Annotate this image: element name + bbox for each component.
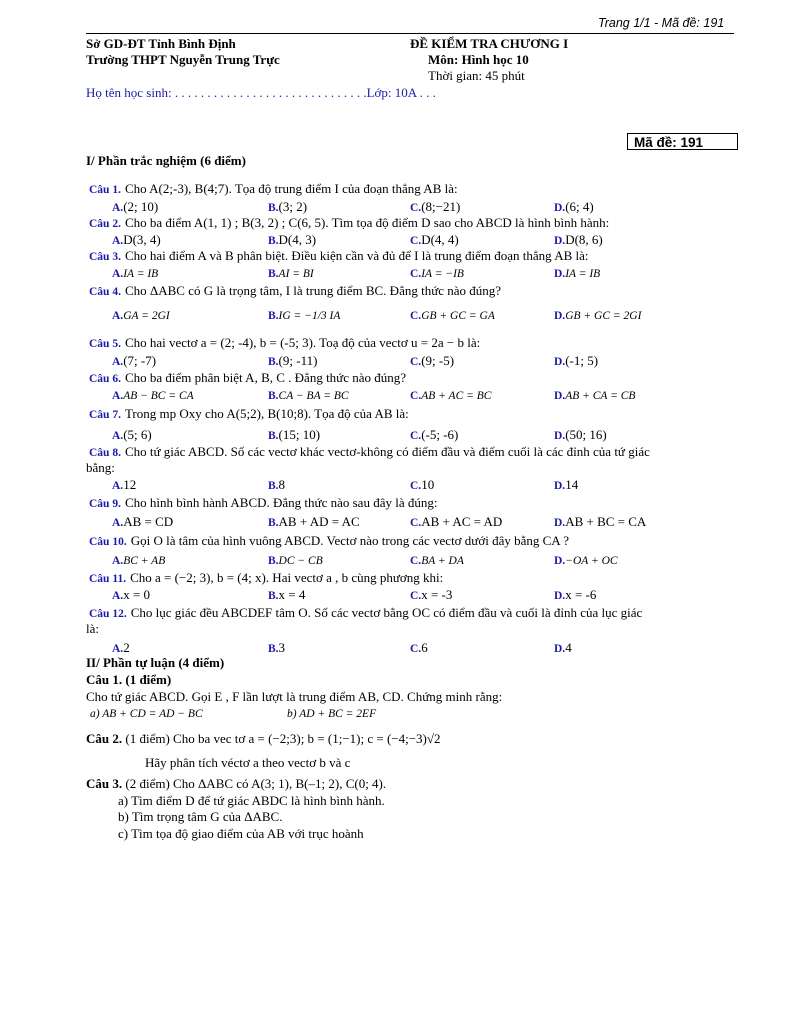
exam-code-box: Mã đề: 191 (627, 133, 738, 150)
question (86, 533, 569, 549)
option-letter: A. (112, 310, 124, 322)
subject: Môn: Hình học 10 (428, 52, 529, 67)
question (86, 335, 480, 351)
option-letter: B. (268, 235, 279, 247)
essay-q2-sub: Hãy phân tích véctơ a theo vectơ b và c (145, 755, 351, 770)
option-text: DC − CB (278, 555, 323, 567)
option-letter: A. (112, 480, 124, 492)
option-text: x = -6 (565, 587, 597, 602)
option-text: (3; 2) (278, 199, 308, 214)
option-a[interactable] (112, 387, 194, 403)
question-text-cont: bằng: (86, 460, 115, 475)
option-text: AB + CA = CB (565, 390, 636, 402)
option-letter: A. (112, 202, 124, 214)
option-a[interactable] (112, 232, 161, 248)
department: Sở GD-ĐT Tỉnh Bình Định (86, 36, 236, 51)
option-letter: C. (410, 480, 422, 492)
option-letter: A. (112, 643, 124, 655)
question-label: Câu 10. (89, 536, 127, 548)
option-c[interactable] (410, 514, 502, 530)
option-c[interactable] (410, 427, 458, 443)
question-text: Cho tứ giác ABCD. Số các vectơ khác vectơ-không có điểm đầu và điểm cuối là các đỉnh của tứ giác (124, 444, 650, 459)
option-text: IG = −1/3 IA (278, 310, 341, 322)
option-letter: A. (112, 390, 124, 402)
question-label: Câu 9. (89, 498, 121, 510)
option-d[interactable] (554, 477, 578, 493)
essay-q3-c: c) Tìm tọa độ giao điểm của AB với trục hoành (118, 826, 364, 841)
question-label: Câu 6. (89, 373, 121, 385)
option-d[interactable] (554, 232, 603, 248)
option-a[interactable] (112, 514, 173, 530)
question-label: Câu 3. (89, 251, 121, 263)
option-text: D(4, 4) (421, 232, 459, 247)
option-letter: C. (410, 555, 422, 567)
option-letter: D. (554, 480, 566, 492)
option-text: 10 (421, 477, 435, 492)
option-text: x = 0 (123, 587, 151, 602)
option-a[interactable] (112, 587, 150, 603)
option-letter: B. (268, 517, 279, 529)
option-letter: D. (554, 235, 566, 247)
question-label: Câu 8. (89, 447, 121, 459)
option-d[interactable] (554, 307, 641, 323)
option-text: (9; -5) (421, 353, 455, 368)
option-b[interactable] (268, 514, 360, 530)
question-label: Câu 1. (89, 184, 121, 196)
option-text: 12 (123, 477, 137, 492)
school: Trường THPT Nguyễn Trung Trực (86, 52, 280, 67)
option-text: 4 (565, 640, 572, 655)
option-c[interactable] (410, 552, 464, 568)
essay-q1-part-a: a) AB + CD = AD − BC (90, 708, 203, 720)
option-text: BA + DA (421, 555, 464, 567)
option-b[interactable] (268, 477, 285, 493)
option-letter: A. (112, 590, 124, 602)
question-text: Cho ba điểm A(1, 1) ; B(3, 2) ; C(6, 5). Tìm tọa độ điểm D sao cho ABCD là hình bình hành: (124, 215, 610, 230)
part2-title: II/ Phần tự luận (4 điểm) (86, 655, 225, 670)
option-text: D(3, 4) (123, 232, 161, 247)
option-letter: B. (268, 480, 279, 492)
question-label: Câu 12. (89, 608, 127, 620)
question-label: Câu 5. (89, 338, 121, 350)
option-a[interactable] (112, 353, 156, 369)
essay-q1-part-b: b) AD + BC = 2EF (287, 708, 377, 720)
essay-q3-text: (2 điểm) Cho ΔABC có A(3; 1), B(–1; 2), C(0; 4). (125, 776, 387, 791)
option-letter: A. (112, 356, 124, 368)
option-a[interactable] (112, 552, 165, 568)
student-line: Họ tên học sinh: . . . . . . . . . . . . . . . . . . . . . . . . . . . . . .Lớp: 10A . . . (86, 85, 436, 100)
option-text: (-1; 5) (565, 353, 599, 368)
option-text: (8;−21) (421, 199, 461, 214)
option-letter: B. (268, 390, 279, 402)
option-letter: D. (554, 430, 566, 442)
essay-q3-b: b) Tìm trọng tâm G của ΔABC. (118, 809, 283, 824)
option-text: (9; -11) (278, 353, 318, 368)
option-letter: C. (410, 268, 422, 280)
option-c[interactable] (410, 199, 460, 215)
option-d[interactable] (554, 353, 598, 369)
option-letter: C. (410, 310, 422, 322)
option-letter: A. (112, 555, 124, 567)
option-b[interactable] (268, 353, 317, 369)
option-a[interactable] (112, 640, 130, 656)
option-letter: D. (554, 268, 566, 280)
question (86, 370, 406, 386)
option-b[interactable] (268, 387, 349, 403)
question (86, 444, 650, 460)
option-a[interactable] (112, 477, 136, 493)
option-c[interactable] (410, 640, 428, 656)
option-text: AB + AC = AD (421, 514, 503, 529)
question (86, 495, 437, 511)
option-b[interactable] (268, 307, 340, 323)
option-text: GB + GC = GA (421, 310, 495, 322)
option-letter: C. (410, 643, 422, 655)
option-text: 3 (278, 640, 286, 655)
option-text: AB + AD = AC (278, 514, 360, 529)
option-letter: C. (410, 235, 422, 247)
option-letter: B. (268, 430, 279, 442)
question (86, 215, 609, 231)
option-letter: D. (554, 390, 566, 402)
option-text: (-5; -6) (421, 427, 459, 442)
question-text: Cho hai điểm A và B phân biệt. Điều kiện cần và đủ để I là trung điểm đoạn thẳng AB là: (124, 248, 589, 263)
option-c[interactable] (410, 587, 452, 603)
part1-title: I/ Phần trắc nghiệm (6 điểm) (86, 153, 246, 168)
option-letter: A. (112, 268, 124, 280)
option-d[interactable] (554, 265, 600, 281)
option-d[interactable] (554, 199, 594, 215)
option-letter: A. (112, 430, 124, 442)
option-d[interactable] (554, 387, 635, 403)
option-text: 2 (123, 640, 130, 655)
option-text: GB + GC = 2GI (565, 310, 642, 322)
essay-q2-label: Câu 2. (86, 731, 123, 746)
option-b[interactable] (268, 427, 320, 443)
multiple-choice-section (86, 0, 736, 1024)
essay-q3-a: a) Tìm điểm D để tứ giác ABDC là hình bình hành. (118, 793, 385, 808)
option-c[interactable] (410, 353, 454, 369)
option-text: (2; 10) (123, 199, 159, 214)
option-letter: D. (554, 590, 566, 602)
option-b[interactable] (268, 232, 316, 248)
page-code: Trang 1/1 - Mã đề: 191 (598, 16, 725, 30)
question (86, 248, 589, 264)
option-text: IA = IB (565, 268, 601, 280)
option-letter: D. (554, 517, 566, 529)
exam-title: ĐỀ KIỂM TRA CHƯƠNG I (410, 36, 569, 51)
option-text: x = 4 (278, 587, 306, 602)
option-text: AI = BI (278, 268, 314, 280)
question-text: Cho a = (−2; 3), b = (4; x). Hai vectơ a , b cùng phương khi: (130, 570, 444, 585)
option-letter: B. (268, 555, 279, 567)
essay-q2-text: (1 điểm) Cho ba vec tơ a = (−2;3); b = (1;−1); c = (−4;−3)√2 (125, 731, 441, 746)
option-c[interactable] (410, 265, 464, 281)
option-text: 8 (278, 477, 286, 492)
option-text: CA − BA = BC (278, 390, 349, 402)
option-text: 14 (565, 477, 579, 492)
option-letter: D. (554, 310, 566, 322)
option-c[interactable] (410, 307, 495, 323)
question (86, 605, 642, 621)
option-text: (50; 16) (565, 427, 607, 442)
option-text: D(8, 6) (565, 232, 603, 247)
option-letter: B. (268, 310, 279, 322)
essay-q3 (86, 776, 386, 792)
option-letter: B. (268, 643, 279, 655)
option-text: AB = CD (123, 514, 174, 529)
option-letter: A. (112, 517, 124, 529)
option-text: 6 (421, 640, 428, 655)
option-text: D(4, 3) (278, 232, 317, 247)
question (86, 283, 501, 299)
option-letter: C. (410, 356, 422, 368)
option-b[interactable] (268, 199, 307, 215)
question-text: Cho hai vectơ a = (2; -4), b = (-5; 3). Toạ độ của vectơ u = 2a − b là: (124, 335, 481, 350)
option-letter: B. (268, 590, 279, 602)
question-text: Cho lục giác đều ABCDEF tâm O. Số các vectơ bằng OC có điểm đầu và cuối là đỉnh của lục giác (130, 605, 643, 620)
option-text: GA = 2GI (123, 310, 170, 322)
option-letter: D. (554, 202, 566, 214)
question-text-cont: là: (86, 621, 99, 636)
question-label: Câu 11. (89, 573, 127, 585)
option-d[interactable] (554, 587, 596, 603)
option-text: AB + BC = CA (565, 514, 647, 529)
option-a[interactable] (112, 307, 170, 323)
option-letter: B. (268, 268, 279, 280)
option-text: BC + AB (123, 555, 166, 567)
question-label: Câu 7. (89, 409, 121, 421)
question-text: Trong mp Oxy cho A(5;2), B(10;8). Tọa độ của AB là: (124, 406, 409, 421)
option-text: (6; 4) (565, 199, 594, 214)
option-b[interactable] (268, 587, 305, 603)
option-text: −OA + OC (565, 555, 618, 567)
option-a[interactable] (112, 427, 152, 443)
option-text: (15; 10) (278, 427, 321, 442)
option-letter: D. (554, 643, 566, 655)
question-text: Cho A(2;-3), B(4;7). Tọa độ trung điểm I của đoạn thẳng AB là: (124, 181, 458, 196)
question-text: Cho ΔABC có G là trọng tâm, I là trung điểm BC. Đẳng thức nào đúng? (124, 283, 502, 298)
essay-q1-text: Cho tứ giác ABCD. Gọi E , F lần lượt là trung điểm AB, CD. Chứng minh rằng: (86, 689, 503, 704)
essay-q3-label: Câu 3. (86, 776, 123, 791)
option-d[interactable] (554, 640, 572, 656)
question-label: Câu 4. (89, 286, 121, 298)
question-label: Câu 2. (89, 218, 121, 230)
option-text: AB − BC = CA (123, 390, 194, 402)
question (86, 181, 458, 197)
option-letter: D. (554, 555, 566, 567)
duration: Thời gian: 45 phút (428, 68, 525, 83)
question-text: Cho ba điểm phân biệt A, B, C . Đẳng thức nào đúng? (124, 370, 407, 385)
option-d[interactable] (554, 427, 607, 443)
option-letter: C. (410, 517, 422, 529)
option-a[interactable] (112, 265, 158, 281)
option-text: AB + AC = BC (421, 390, 492, 402)
option-c[interactable] (410, 477, 434, 493)
essay-q1-title: Câu 1. (1 điểm) (86, 672, 172, 687)
option-d[interactable] (554, 552, 618, 568)
option-letter: D. (554, 356, 566, 368)
option-b[interactable] (268, 265, 314, 281)
option-text: IA = −IB (421, 268, 464, 280)
essay-q2 (86, 731, 441, 747)
question (86, 406, 409, 422)
option-b[interactable] (268, 552, 323, 568)
option-b[interactable] (268, 640, 285, 656)
question-text: Cho hình bình hành ABCD. Đẳng thức nào sau đây là đúng: (124, 495, 438, 510)
option-text: IA = IB (123, 268, 159, 280)
option-c[interactable] (410, 387, 491, 403)
question-text: Gọi O là tâm của hình vuông ABCD. Vectơ nào trong các vectơ dưới đây bằng CA ? (130, 533, 569, 548)
option-letter: C. (410, 202, 422, 214)
option-text: x = -3 (421, 587, 453, 602)
option-letter: C. (410, 590, 422, 602)
option-letter: B. (268, 356, 279, 368)
option-text: (5; 6) (123, 427, 152, 442)
option-letter: A. (112, 235, 124, 247)
option-c[interactable] (410, 232, 459, 248)
option-letter: C. (410, 430, 422, 442)
option-text: (7; -7) (123, 353, 157, 368)
option-letter: C. (410, 390, 422, 402)
option-a[interactable] (112, 199, 158, 215)
question (86, 570, 443, 586)
option-d[interactable] (554, 514, 646, 530)
option-letter: B. (268, 202, 279, 214)
